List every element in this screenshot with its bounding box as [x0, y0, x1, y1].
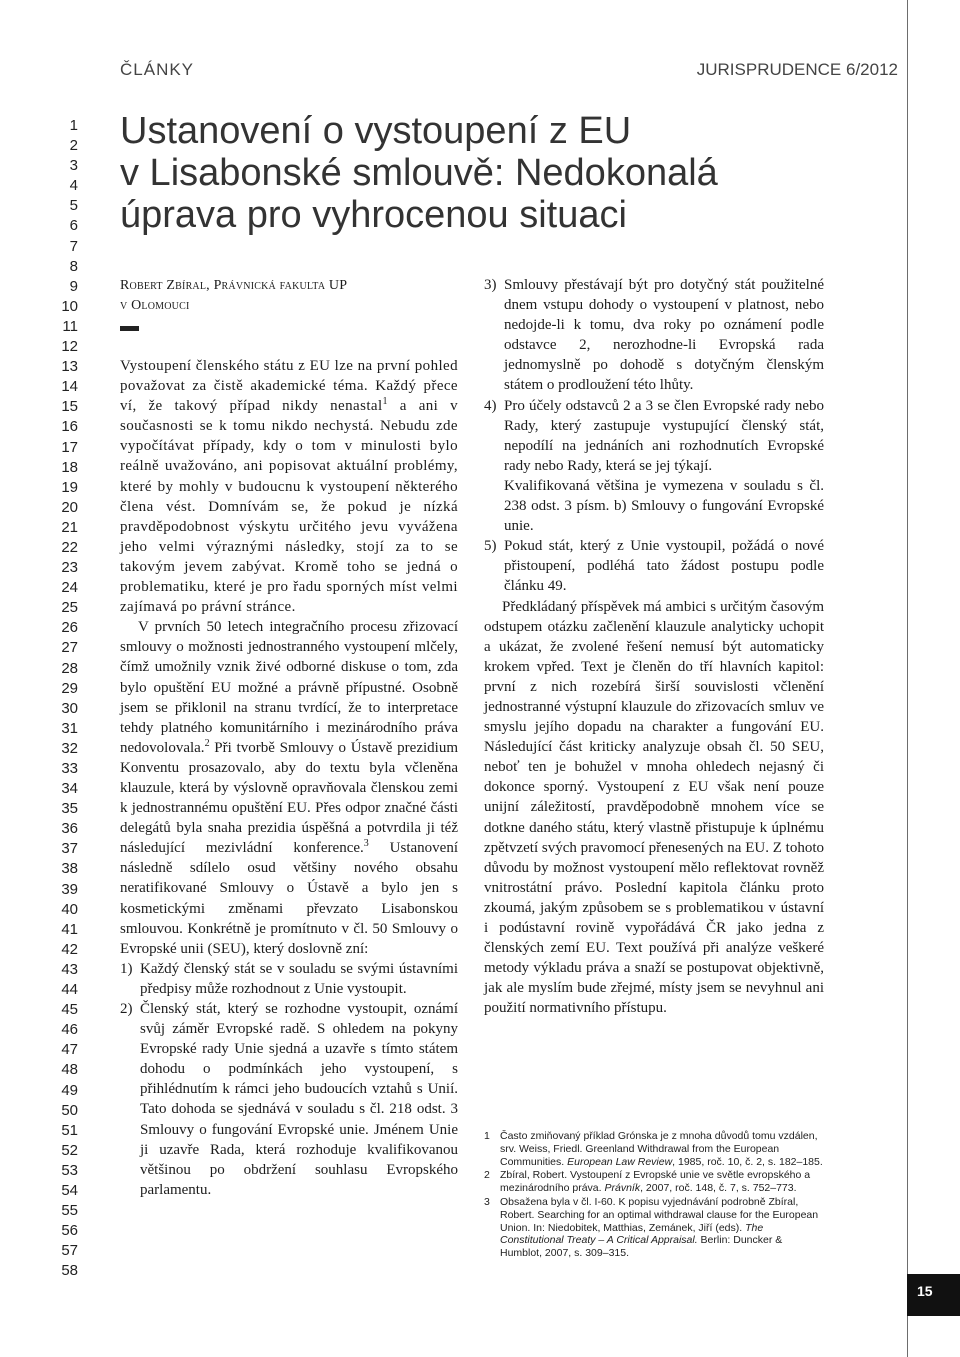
- list-item: 2) Členský stát, který se rozhodne vystoupit, oznámí svůj záměr Evropské radě. S ohledem na pokyny Evropské rady Unie sjedná a uzavře s tímto státem dohodu o podmínkách jeho vystoupení, s přihlédnutím k rámci jeho budoucích vztahů s Unií. Tato dohoda se sjednává v souladu s čl. 218 odst. 3 Smlouvy o fungování Evropské unie. Jménem Unie ji uzavře Rada, která rozhoduje kvalifikovanou většinou po obdržení souhlasu Evropského parlamentu.: [120, 1001, 458, 1198]
- list-item: 3) Smlouvy přestávají být pro dotyčný stát použitelné dnem vstupu dohody o vystoupení v platnost, nebo nedojde-li k tomu, dva roky po oznámení podle odstavce 2, nerozhodne-li Evropská rada jednomyslně po dohodě s dotyčným členským státem o prodloužení této lhůty.: [484, 277, 824, 394]
- author-block: [120, 276, 465, 316]
- line-number: 41: [61, 920, 78, 938]
- line-number: 2: [69, 137, 78, 155]
- column-left: [120, 356, 458, 1200]
- line-number: 53: [61, 1161, 78, 1179]
- line-number: 28: [61, 659, 78, 677]
- margin-rule: [907, 0, 908, 1357]
- line-number: 46: [61, 1021, 78, 1039]
- line-number: 31: [61, 719, 78, 737]
- line-number: 38: [61, 860, 78, 878]
- line-number: 56: [61, 1222, 78, 1240]
- author-affiliation: v Olomouci: [120, 298, 190, 313]
- line-number: 52: [61, 1141, 78, 1159]
- line-number: 16: [61, 418, 78, 436]
- line-number: 14: [61, 378, 78, 396]
- line-number: 44: [61, 981, 78, 999]
- line-number: 40: [61, 900, 78, 918]
- column-right: [484, 275, 824, 1018]
- line-number: 23: [61, 559, 78, 577]
- list-subparagraph: Kvalifikovaná většina je vymezena v souladu s čl. 238 odst. 3 písm. b) Smlouvy o fungování Evropské unie.: [504, 477, 824, 535]
- line-number: 19: [61, 478, 78, 496]
- list-item: 1) Každý členský stát se v souladu se svými ústavními předpisy může rozhodnout z Unie vystoupit.: [120, 960, 458, 997]
- line-numbers: [30, 116, 78, 1281]
- journal-label: JURISPRUDENCE 6/2012: [696, 60, 898, 79]
- footnote-ref[interactable]: 2: [204, 737, 210, 749]
- line-number: 51: [61, 1121, 78, 1139]
- line-number: 32: [61, 739, 78, 757]
- line-number: 12: [61, 338, 78, 356]
- list-item: 5) Pokud stát, který z Unie vystoupil, požádá o nové přistoupení, podléhá tato žádost postupu podle článku 49.: [484, 538, 824, 595]
- line-number: 42: [61, 940, 78, 958]
- line-number: 13: [61, 358, 78, 376]
- line-number: 6: [69, 217, 78, 235]
- line-number: 25: [61, 599, 78, 617]
- line-number: 7: [69, 237, 78, 255]
- page-number: 15: [917, 1283, 933, 1299]
- line-number: 54: [61, 1181, 78, 1199]
- line-number: 22: [61, 538, 78, 556]
- line-number: 57: [61, 1242, 78, 1260]
- title-line: v Lisabonské smlouvě: Nedokonalá: [120, 152, 718, 194]
- line-number: 45: [61, 1001, 78, 1019]
- body-paragraph: V prvních 50 letech integračního procesu zřizovací smlouvy o možnosti jednostranného vystoupení mlčely, čímž umožnily vznik živé odborné diskuse o tom, zda bylo opuštění EU možné a právně přípustné. Osobně jsem se přiklonil na stranu tvrdící, že to interpretace tehdy platného komunitárního i mezinárodního práva nedovolovala.$^2$ Při tvorbě Smlouvy o Ústavě prezidium Konventu prosazovalo, aby do textu byla včleněna klauzule, která by výslovně opravňovala členskou zemi k jednostrannému opuštění EU. Přes odpor značné části delegátů byla snaha prezidia úspěšná a potvrdila ji též následující mezivládní konference.$^3$ Ustanovení následně sdílelo osud většiny nového obsahu neratifikované Smlouvy o Ústavě a bylo jen s kosmetickými změnami převzato Lisabonskou smlouvou. Konkrétně je promítnuto v čl. 50 Smlouvy o Evropské unii (SEU), který doslovně zní:: [120, 619, 458, 957]
- line-number: 39: [61, 880, 78, 898]
- line-number: 37: [61, 840, 78, 858]
- line-number: 29: [61, 679, 78, 697]
- lead-paragraph: Vystoupení členského státu z EU lze na první pohled považovat za čistě akademické téma. Každý přece ví, že takový případ nikdy nenastal$^1$ a ani v současnosti se k tomu nikdo nechystá. Nebudu zde vypočítávat případy, kdy o tom v minulosti bylo reálně uvažováno, ani popisovat aktuální problémy, které by mohly v budoucnu k vystoupení některého člena vést. Domnívám se, že pokud je nízká pravděpodobnost výskytu určitého jevu vyvážena jeho velmi výraznými následky, stojí za to se takovým jevem zabývat. Kromě toho se jedná o problematiku, které je pro řadu sporných míst velmi zajímavá po právní stránce.: [120, 358, 458, 616]
- line-number: 30: [61, 699, 78, 717]
- line-number: 58: [61, 1262, 78, 1280]
- line-number: 35: [61, 800, 78, 818]
- page-title: [120, 110, 820, 236]
- line-number: 4: [69, 177, 78, 195]
- footnote: 1 Často zmiňovaný příklad Grónska je z mnoha důvodů tomu vzdálen, srv. Weiss, Friedl. Greenland Withdrawal from the European Communities. European Law Review, 1985, roč. 10, č. 2, s. 182–185.: [484, 1130, 823, 1168]
- line-number: 8: [69, 257, 78, 275]
- line-number: 50: [61, 1101, 78, 1119]
- section-label: ČLÁNKY: [120, 60, 195, 79]
- line-number: 20: [61, 498, 78, 516]
- line-number: 43: [61, 960, 78, 978]
- line-number: 36: [61, 820, 78, 838]
- page-number-box: [907, 1274, 960, 1316]
- line-number: 10: [61, 297, 78, 315]
- line-number: 55: [61, 1202, 78, 1220]
- footnote-ref[interactable]: 1: [382, 396, 388, 408]
- line-number: 9: [69, 277, 78, 295]
- line-number: 1: [69, 117, 78, 134]
- title-line: úprava pro vyhrocenou situaci: [120, 194, 627, 236]
- list-item: 4) Pro účely odstavců 2 a 3 se člen Evropské rady nebo Rady, který zastupuje vystupující členský stát, nepodílí na jednáních ani rozhodnutích Evropské rady nebo Rady, která se jej týkají.: [484, 397, 824, 474]
- line-number: 47: [61, 1041, 78, 1059]
- line-number: 18: [61, 458, 78, 476]
- footnote: 3 Obsaženа byla v čl. I-60. K popisu vyjednávání podrobně Zbíral, Robert. Searching for an optimal withdrawal clause for the European Union. In: Niedobitek, Matthias, Zemánek, Jiří (eds). The Constitutional Treaty – A Critical Appraisal. Berlin: Duncker & Humblot, 2007, s. 309–315.: [484, 1195, 819, 1260]
- line-number: 49: [61, 1081, 78, 1099]
- line-number: 27: [61, 639, 78, 657]
- line-number: 5: [69, 197, 78, 215]
- author-name: Robert Zbíral, Právnická fakulta UP: [120, 278, 348, 293]
- body-paragraph: Předkládaný příspěvek má ambici s určitým časovým odstupem otázku začlenění klauzule analyticky uchopit a ukázat, že zvolené řešení nemusí být automaticky krokem vpřed. Text je členěn do tří hlavních kapitol: první z nich rozebírá širší souvislosti včlenění jednostranné výstupní klauzule do zřizovacích smluv ve smyslu jejího dopadu na charakter a fungování EU. Následující část kriticky analyzuje obsah čl. 50 SEU, neboť ten je bohužel v mnoha ohledech nejasný či dokonce sporný. Vystoupení z EU však není pouze unijní záležitostí, pravděpodobně mnohem více se dotkne daného státu, který vlastně přistupuje k úplnému zpětvzetí svých pravomocí přenesených na EU. Z tohoto důvodu by možnost vystoupení mělo reflektovat rovněž vnitrostátní právo. Poslední kapitola článku proto zkoumá, jakým způsobem se s problematikou v ústavní i podústavní rovině vypořádává ČR jako jedna z členských zemí EU. Text používá při analýze veškeré metody výkladu práva a snaží se postupovat objektivně, jak ale myslím bude zřejmé, místy jsem se nevyhnul ani použití normativního přístupu.: [484, 598, 824, 1017]
- footnote: 2 Zbíral, Robert. Vystoupení z Evropské unie ve světle evropského a mezinárodního práva. Právník, 2007, roč. 148, č. 7, s. 752–773.: [484, 1169, 811, 1195]
- line-number: 48: [61, 1061, 78, 1079]
- line-number: 33: [61, 760, 78, 777]
- line-number: 15: [61, 398, 78, 416]
- line-number: 34: [61, 780, 78, 798]
- line-number: 26: [61, 619, 78, 637]
- title-line: Ustanovení o vystoupení z EU: [120, 110, 632, 152]
- footnotes: [484, 1130, 824, 1261]
- section-divider: [120, 326, 139, 331]
- line-number: 21: [61, 518, 78, 536]
- line-number: 24: [61, 579, 78, 597]
- line-number: 3: [69, 157, 78, 175]
- line-number: 17: [61, 438, 78, 456]
- footnote-ref[interactable]: 3: [363, 838, 369, 850]
- line-number: 11: [62, 317, 78, 335]
